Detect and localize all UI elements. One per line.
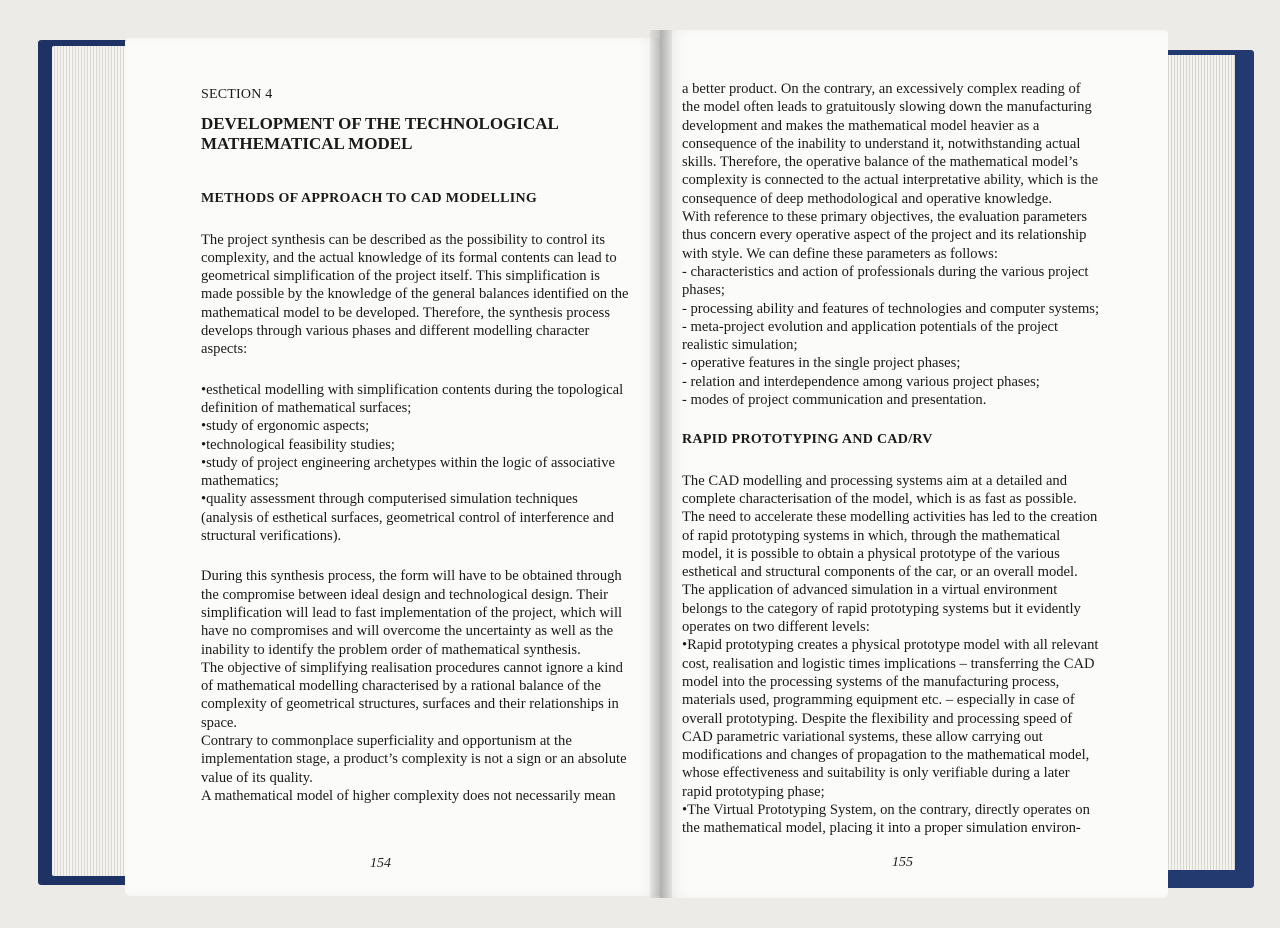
paragraph: •The Virtual Prototyping System, on the contrary, directly operates on the mathematical model, placing it into a proper simulation environ- [682,801,1090,837]
section-heading: RAPID PROTOTYPING AND CAD/RV [682,432,933,448]
paragraph: Contrary to commonplace superficiality and opportunism at the implementation stage, a product’s complexity is not a sign or an absolute value of its quality. [201,733,627,786]
paragraph: The project synthesis can be described as the possibility to control its complexity, and the actual knowledge of its formal contents can lead to geometrical simplification of the project itself. This simplification is made possible by the knowledge of the general balances identified on the mathematical model to be developed. Therefore, the synthesis process develops through various phases and different modelling character aspects: [201,231,629,358]
page-number-left: 154 [370,856,391,871]
right-page-text [682,80,1102,838]
left-page [125,38,665,896]
list-item: •esthetical modelling with simplification contents during the topological definition of mathematical surfaces; [201,381,624,416]
list-item: - meta-project evolution and application potentials of the project realistic simulation; [682,318,1059,354]
paragraph: During this synthesis process, the form will have to be obtained through the compromise between ideal design and technological design. Their simplification will lead to fast implementation of the project, which will have no compromises and will overcome the uncertainty as well as the inability to identify the problem order of mathematical synthesis. [201,568,623,658]
list-item: - operative features in the single project phases; [682,355,961,372]
paragraph: With reference to these primary objectives, the evaluation parameters thus concern every operative aspect of the project and its relationship with style. We can define these parameters as follows: [682,209,1088,262]
chapter-title [201,114,631,154]
paragraph: a better product. On the contrary, an excessively complex reading of the model often leads to gratuitously slowing down the manufacturing development and makes the mathematical model heavier as a consequence of the inability to understand it, notwithstanding actual skills. Therefore, the operative balance of the mathematical model’s complexity is connected to the actual interpretative ability, which is the consequence of deep methodological and operative knowledge. [682,81,1099,207]
paragraph: •Rapid prototyping creates a physical prototype model with all relevant cost, realisation and logistic times implications – transferring the CAD model into the processing systems of the manufacturing process, materials used, programming equipment etc. – especially in case of overall prototyping. Despite the flexibility and processing speed of CAD parametric variational systems, these allow carrying out modifications and changes of propagation to the mathematical model, whose effectiveness and suitability is only verifiable during a later rapid prototyping phase; [682,637,1099,800]
book-gutter [650,30,672,898]
section-heading: METHODS OF APPROACH TO CAD MODELLING [201,191,538,207]
right-page [660,30,1168,898]
paragraph: A mathematical model of higher complexity does not necessarily mean [201,787,616,804]
chapter-title-line1: DEVELOPMENT OF THE TECHNOLOGICAL [201,114,559,134]
paragraph: The CAD modelling and processing systems aim at a detailed and complete characterisation of the model, which is as fast as possible. [682,472,1077,507]
list-item: - characteristics and action of professionals during the various project phases; [682,263,1089,299]
section-label: SECTION 4 [201,87,273,102]
list-item: - modes of project communication and presentation. [682,392,987,409]
list-item: •study of project engineering archetypes within the logic of associative mathematics; [201,454,616,490]
list-item: •study of ergonomic aspects; [201,418,370,435]
list-item: •quality assessment through computerised simulation techniques (analysis of esthetical surfaces, geometrical control of interference and structural verifications). [201,491,614,545]
left-page-text [201,86,631,805]
list-item: - relation and interdependence among various project phases; [682,373,1040,390]
page-number-right: 155 [892,855,913,870]
list-item: •technological feasibility studies; [201,436,395,453]
paragraph: The need to accelerate these modelling activities has led to the creation of rapid prototyping systems in which, through the mathematical model, it is possible to obtain a physical prototype of the various esthetical and structural components of the car, or an overall model. [682,509,1098,581]
chapter-title-line2: MATHEMATICAL MODEL [201,134,413,154]
paragraph: The application of advanced simulation in a virtual environment belongs to the category of rapid prototyping systems but it evidently operates on two different levels: [682,582,1081,636]
paragraph: The objective of simplifying realisation procedures cannot ignore a kind of mathematical modelling characterised by a rational balance of the complexity of geometrical structures, surfaces and their relationships in space. [201,659,623,731]
list-item: - processing ability and features of technologies and computer systems; [682,300,1100,317]
